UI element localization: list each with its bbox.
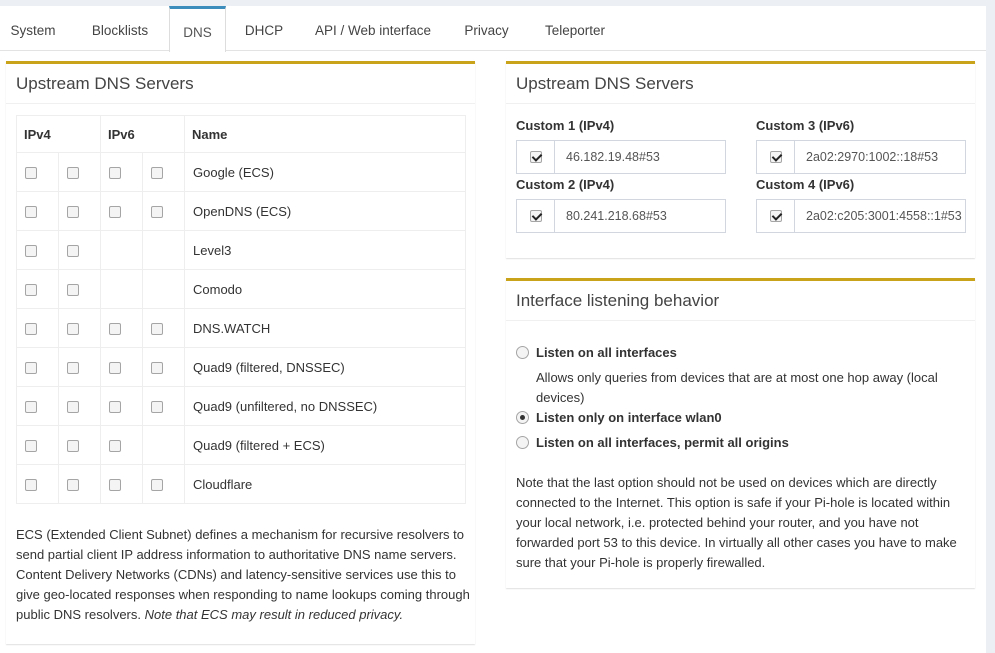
listen-all-label[interactable]: Listen on all interfaces <box>536 345 677 360</box>
ipv4-checkbox[interactable] <box>67 401 79 413</box>
table-row <box>17 348 466 387</box>
tab-dns[interactable]: DNS <box>169 6 226 52</box>
listen-all-permit-radio[interactable] <box>516 436 529 449</box>
custom-dns-title: Upstream DNS Servers <box>506 64 975 104</box>
listen-all-description: Allows only queries from devices that are at most one hop away (local devices) <box>536 370 938 405</box>
ipv6-cell <box>101 153 143 192</box>
custom-1-field <box>516 140 726 174</box>
ipv6-cell <box>143 153 185 192</box>
listen-all-permit-option[interactable] <box>516 435 789 450</box>
ecs-text: ECS (Extended Client Subnet) defines a mechanism for recursive resolvers to send partial client IP address information to authoritative DNS name servers. Content Delivery Networks (CDNs) and latency-sensitive services use this to give geo-located responses when responding to name lookups coming through public DNS resolvers. <box>16 527 470 622</box>
table-row <box>17 309 466 348</box>
ipv4-checkbox[interactable] <box>67 362 79 374</box>
ipv6-checkbox[interactable] <box>109 167 121 179</box>
custom-2-input[interactable]: 80.241.218.68#53 <box>566 209 667 223</box>
ipv6-cell <box>143 348 185 387</box>
ipv6-checkbox[interactable] <box>109 440 121 452</box>
tab-api-web-interface[interactable]: API / Web interface <box>314 23 432 38</box>
ipv4-cell <box>59 465 101 504</box>
ipv4-cell <box>17 192 59 231</box>
dns-provider-name: DNS.WATCH <box>185 309 466 348</box>
ipv6-cell <box>101 192 143 231</box>
ipv6-cell <box>101 231 143 270</box>
ipv6-checkbox[interactable] <box>151 206 163 218</box>
listen-all-option[interactable] <box>516 345 677 360</box>
custom-1-checkbox[interactable] <box>530 151 542 163</box>
ipv6-checkbox[interactable] <box>151 479 163 491</box>
tab-teleporter[interactable]: Teleporter <box>544 23 606 38</box>
ipv4-cell <box>59 348 101 387</box>
custom-3-checkbox-addon <box>757 141 795 173</box>
dns-provider-name: Comodo <box>185 270 466 309</box>
custom-4-label: Custom 4 (IPv6) <box>756 177 855 192</box>
ipv4-cell <box>17 153 59 192</box>
dns-provider-name: Quad9 (filtered, DNSSEC) <box>185 348 466 387</box>
ipv6-cell <box>143 465 185 504</box>
ipv6-header: IPv6 <box>101 116 185 153</box>
dns-provider-name: OpenDNS (ECS) <box>185 192 466 231</box>
ipv6-cell <box>143 387 185 426</box>
ipv4-checkbox[interactable] <box>67 323 79 335</box>
ipv4-checkbox[interactable] <box>25 479 37 491</box>
tab-privacy[interactable]: Privacy <box>464 23 509 38</box>
ipv6-cell <box>143 309 185 348</box>
ipv4-checkbox[interactable] <box>25 401 37 413</box>
ipv6-checkbox[interactable] <box>109 401 121 413</box>
ipv6-checkbox[interactable] <box>151 167 163 179</box>
custom-1-checkbox-addon <box>517 141 555 173</box>
table-row <box>17 153 466 192</box>
interface-listening-title: Interface listening behavior <box>506 281 975 321</box>
ipv4-cell <box>59 231 101 270</box>
ipv4-cell <box>17 270 59 309</box>
ipv6-cell <box>143 426 185 465</box>
custom-1-input[interactable]: 46.182.19.48#53 <box>566 150 660 164</box>
custom-4-input[interactable]: 2a02:c205:3001:4558::1#53 <box>806 209 962 223</box>
name-header: Name <box>185 116 466 153</box>
custom-2-checkbox-addon <box>517 200 555 232</box>
upstream-dns-table <box>16 115 466 504</box>
ipv4-cell <box>17 231 59 270</box>
ecs-description <box>16 525 474 625</box>
ipv6-cell <box>101 387 143 426</box>
ipv4-checkbox[interactable] <box>25 245 37 257</box>
settings-tabs <box>0 6 986 51</box>
table-row <box>17 387 466 426</box>
ipv4-checkbox[interactable] <box>25 362 37 374</box>
ipv6-cell <box>143 270 185 309</box>
ipv4-checkbox[interactable] <box>67 284 79 296</box>
ipv6-checkbox[interactable] <box>109 323 121 335</box>
table-header-row <box>17 116 466 153</box>
ipv4-checkbox[interactable] <box>67 245 79 257</box>
table-row <box>17 270 466 309</box>
ipv4-checkbox[interactable] <box>25 323 37 335</box>
ipv4-checkbox[interactable] <box>67 206 79 218</box>
custom-4-field <box>756 199 966 233</box>
dns-provider-name: Cloudflare <box>185 465 466 504</box>
listen-all-radio[interactable] <box>516 346 529 359</box>
ipv6-cell <box>101 348 143 387</box>
listen-wlan0-radio[interactable] <box>516 411 529 424</box>
ipv4-cell <box>17 426 59 465</box>
ipv6-checkbox[interactable] <box>109 206 121 218</box>
dns-provider-name: Quad9 (unfiltered, no DNSSEC) <box>185 387 466 426</box>
ipv4-cell <box>59 153 101 192</box>
listen-wlan0-option[interactable] <box>516 410 722 425</box>
settings-page <box>0 6 986 653</box>
ipv6-checkbox[interactable] <box>151 323 163 335</box>
custom-3-checkbox[interactable] <box>770 151 782 163</box>
custom-3-input[interactable]: 2a02:2970:1002::18#53 <box>806 150 939 164</box>
dns-provider-name: Level3 <box>185 231 466 270</box>
ipv6-cell <box>143 231 185 270</box>
ipv4-cell <box>17 309 59 348</box>
table-row <box>17 192 466 231</box>
ipv4-cell <box>59 270 101 309</box>
dns-provider-name: Quad9 (filtered + ECS) <box>185 426 466 465</box>
ipv6-cell <box>101 270 143 309</box>
interface-note: Note that the last option should not be used on devices which are directly connected to the Internet. This option is safe if your Pi-hole is located within your local network, i.e. protected behind your router, and you have not forwarded port 53 to this device. In virtually all other cases you have to make sure that your Pi-hole is properly firewalled. <box>516 475 957 570</box>
custom-3-label: Custom 3 (IPv6) <box>756 118 855 133</box>
ipv4-cell <box>59 426 101 465</box>
tab-blocklists[interactable]: Blocklists <box>91 23 149 38</box>
custom-2-label: Custom 2 (IPv4) <box>516 177 615 192</box>
ipv4-header: IPv4 <box>17 116 101 153</box>
ipv4-checkbox[interactable] <box>25 167 37 179</box>
tab-system[interactable]: System <box>10 23 56 38</box>
ipv4-cell <box>59 309 101 348</box>
ipv4-checkbox[interactable] <box>25 440 37 452</box>
table-row <box>17 465 466 504</box>
ipv6-cell <box>143 192 185 231</box>
custom-2-field <box>516 199 726 233</box>
ipv4-cell <box>17 465 59 504</box>
custom-1-label: Custom 1 (IPv4) <box>516 118 615 133</box>
custom-4-checkbox[interactable] <box>770 210 782 222</box>
ipv4-cell <box>17 387 59 426</box>
ipv6-cell <box>101 465 143 504</box>
ipv6-checkbox[interactable] <box>151 362 163 374</box>
ipv4-cell <box>17 348 59 387</box>
ipv6-cell <box>101 309 143 348</box>
dns-provider-name: Google (ECS) <box>185 153 466 192</box>
ipv4-checkbox[interactable] <box>25 206 37 218</box>
custom-2-checkbox[interactable] <box>530 210 542 222</box>
ipv6-checkbox[interactable] <box>109 362 121 374</box>
tab-dhcp[interactable]: DHCP <box>244 23 284 38</box>
table-row <box>17 231 466 270</box>
ipv6-cell <box>101 426 143 465</box>
ipv6-checkbox[interactable] <box>151 401 163 413</box>
ipv4-checkbox[interactable] <box>67 440 79 452</box>
ipv6-checkbox[interactable] <box>109 479 121 491</box>
custom-3-field <box>756 140 966 174</box>
ecs-privacy-note: Note that ECS may result in reduced privacy. <box>144 607 404 622</box>
ipv4-cell <box>59 192 101 231</box>
ipv4-cell <box>59 387 101 426</box>
upstream-dns-title: Upstream DNS Servers <box>6 64 475 104</box>
custom-4-checkbox-addon <box>757 200 795 232</box>
listen-all-permit-label[interactable]: Listen on all interfaces, permit all origins <box>536 435 789 450</box>
ipv4-checkbox[interactable] <box>25 284 37 296</box>
table-row <box>17 426 466 465</box>
ipv4-checkbox[interactable] <box>67 479 79 491</box>
listen-wlan0-label[interactable]: Listen only on interface wlan0 <box>536 410 722 425</box>
ipv4-checkbox[interactable] <box>67 167 79 179</box>
